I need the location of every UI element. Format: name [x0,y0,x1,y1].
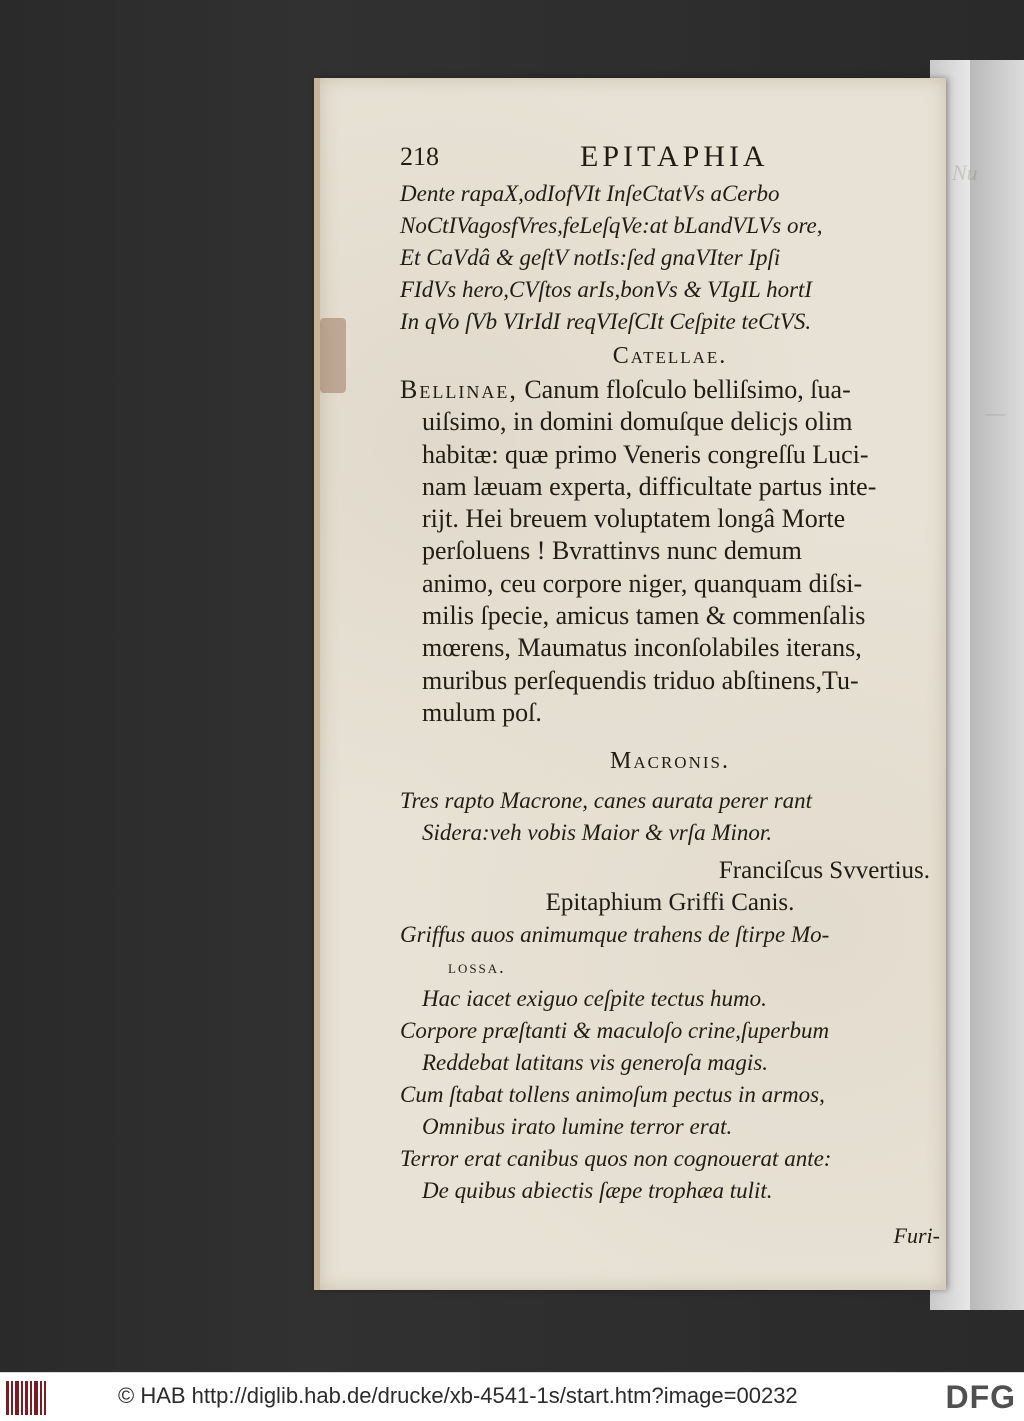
verse-line: Reddebat latitans vis generoſa magis. [422,1050,769,1076]
macro-verse [400,785,940,849]
page-content [400,138,940,1249]
book-page [314,78,946,1290]
section-heading-macronis: Macronis. [610,748,730,775]
source-link[interactable]: © HAB http://diglib.hab.de/drucke/xb-4541-1s/start.htm?image=00232 [118,1383,798,1408]
verse-line: Griffus auos animumque trahens de ſtirpe Mo- [400,922,830,948]
epitaph-title: Epitaphium Griffi Canis. [545,889,795,917]
page-stain [320,318,346,393]
prose-paragraph [400,374,940,729]
verse-line: Terror erat canibus quos non cognouerat ante: [400,1146,832,1172]
prose-line: milis ſpecie, amicus tamen & commenſalis [422,601,866,631]
verse-line: De quibus abiectis ſæpe trophæa tulit. [422,1178,773,1204]
verse-line: Cum ſtabat tollens animoſum pectus in armos, [400,1082,825,1108]
griffus-verse [400,919,940,1207]
underlying-page-edge [970,60,1024,1310]
viewer-footer [0,1372,1024,1421]
verse-line: NoCtIVagosfVres,feLeſqVe:at bLandVLVs ore, [400,213,823,238]
dfg-logo: DFG [945,1379,1016,1415]
prose-line: Canum floſculo belliſsimo, ſua- [517,375,851,404]
library-barcode-icon [6,1381,46,1415]
verse-line: FIdVs hero,CVſtos arIs,bonVs & VIgIL hortI [400,277,813,302]
prose-line: animo, ceu corpore niger, quanquam diſsi- [422,568,863,598]
catchword: Furi- [893,1223,940,1249]
chronogram-verse [400,178,940,338]
verse-line: lossa. [448,957,506,978]
attribution: Franciſcus Svvertius. [718,857,930,885]
section-heading-catellae: Catellae. [612,343,728,369]
verse-line: Et CaVdâ & geſtV notIs:ſed gnaVIter Ipſi [400,245,781,270]
verse-line: In qVo ſVb VIrIdI reqVIeſCIt Ceſpite teCtVS. [400,309,812,334]
prose-line: muribus perſequendis triduo abſtinens,Tu- [422,665,859,695]
page-header [400,138,940,178]
show-through-text: Nu [952,160,978,185]
running-title: EPITAPHIA [580,140,769,173]
verse-line: Tres rapto Macrone, canes aurata perer rant [400,788,813,814]
verse-line: Dente rapaX,odIofVIt InſeCtatVs aCerbo [400,181,780,206]
prose-first-word: Bellinae, [400,375,518,404]
prose-line: habitæ: quæ primo Veneris congreſſu Luci- [422,439,869,469]
prose-line: mœrens, Maumatus inconſolabiles iterans, [422,633,862,663]
show-through-text: — [986,400,1006,425]
prose-line: mulum poſ. [422,697,542,727]
prose-line: nam læuam experta, difficultate partus inte- [422,471,877,501]
prose-line: rijt. Hei breuem voluptatem longâ Morte [422,504,846,534]
verse-line: Sidera:veh vobis Maior & vrſa Minor. [422,820,773,846]
verse-line: Omnibus irato lumine terror erat. [422,1114,733,1140]
prose-line: perſoluens ! Bvrattinvs nunc demum [422,536,802,566]
prose-line: uiſsimo, in domini domuſque delicjs olim [422,407,853,437]
page-number: 218 [400,142,439,171]
verse-line: Hac iacet exiguo ceſpite tectus humo. [422,986,767,1012]
verse-line: Corpore præſtanti & maculoſo crine,ſuperbum [400,1018,830,1044]
